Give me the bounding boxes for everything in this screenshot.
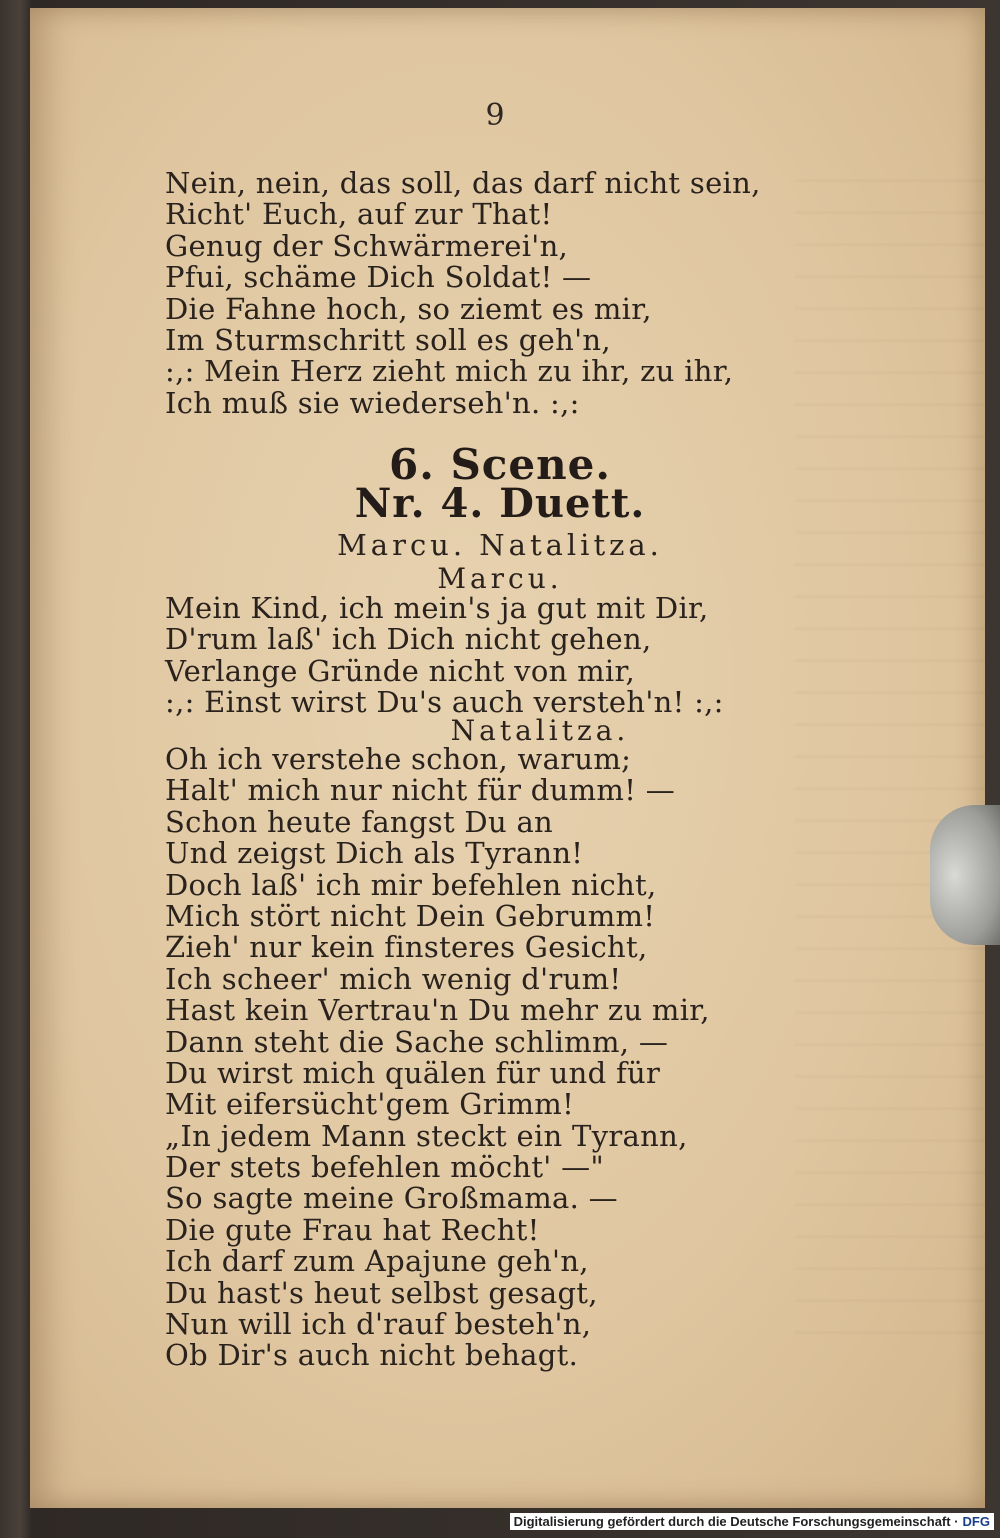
verse-line: Ob Dir's auch nicht behagt. bbox=[165, 1338, 579, 1373]
page-number: 9 bbox=[485, 98, 505, 133]
speaker-natalitza: Natalitza. bbox=[450, 714, 630, 747]
verse-line: Oh ich verstehe schon, warum; bbox=[165, 742, 632, 776]
show-through-text bbox=[795, 163, 985, 1363]
verse-line: :,: Einst wirst Du's auch versteh'n! :,: bbox=[165, 685, 724, 720]
verse-line: „In jedem Mann steckt ein Tyrann, bbox=[165, 1118, 688, 1153]
digitization-credit bbox=[510, 1513, 994, 1530]
stanza-marcu bbox=[165, 593, 724, 719]
verse-line: Mit eifersücht'gem Grimm! bbox=[165, 1087, 575, 1122]
verse-line: Zieh' nur kein finsteres Gesicht, bbox=[165, 930, 648, 965]
verse-line: Nun will ich d'rauf besteh'n, bbox=[165, 1307, 592, 1342]
verse-line: So sagte meine Großmama. — bbox=[165, 1181, 618, 1216]
scene-heading: 6. Scene. bbox=[389, 440, 611, 489]
number-heading: Nr. 4. Duett. bbox=[354, 480, 646, 527]
verse-line: Der stets befehlen möcht' —" bbox=[165, 1150, 605, 1185]
verse-line: Pfui, schäme Dich Soldat! — bbox=[165, 260, 592, 295]
verse-line: Im Sturmschritt soll es geh'n, bbox=[165, 322, 611, 357]
stanza-opening bbox=[165, 168, 761, 419]
dfg-logo: DFG bbox=[962, 1514, 990, 1529]
verse-line: Du wirst mich quälen für und für bbox=[165, 1055, 661, 1090]
verse-line: Halt' mich nur nicht für dumm! — bbox=[165, 773, 675, 808]
verse-line: Ich darf zum Apajune geh'n, bbox=[165, 1244, 589, 1279]
verse-line: Dann steht die Sache schlimm, — bbox=[165, 1024, 669, 1059]
verse-line: Und zeigst Dich als Tyrann! bbox=[165, 836, 584, 871]
verse-line: Du hast's heut selbst gesagt, bbox=[165, 1275, 598, 1310]
verse-line: Ich muß sie wiederseh'n. :,: bbox=[165, 385, 580, 420]
stanza-natalitza bbox=[165, 744, 710, 1372]
verse-line: :,: Mein Herz zieht mich zu ihr, zu ihr, bbox=[165, 354, 734, 389]
speaker-marcu: Marcu. bbox=[437, 562, 563, 595]
verse-line: Mich stört nicht Dein Gebrumm! bbox=[165, 898, 656, 933]
verse-line: Richt' Euch, auf zur That! bbox=[165, 197, 553, 232]
verse-line: Genug der Schwärmerei'n, bbox=[165, 228, 569, 263]
verse-line: Mein Kind, ich mein's ja gut mit Dir, bbox=[165, 591, 709, 625]
verse-line: Nein, nein, das soll, das darf nicht sein, bbox=[165, 166, 761, 200]
verse-line: Schon heute fangst Du an bbox=[165, 804, 554, 839]
verse-line: D'rum laß' ich Dich nicht gehen, bbox=[165, 622, 652, 657]
verse-line: Die gute Frau hat Recht! bbox=[165, 1212, 540, 1247]
verse-line: Verlange Gründe nicht von mir, bbox=[165, 653, 635, 688]
page-tab-marker bbox=[930, 805, 1000, 945]
verse-line: Doch laß' ich mir befehlen nicht, bbox=[165, 867, 657, 902]
verse-line: Ich scheer' mich wenig d'rum! bbox=[165, 961, 622, 996]
credit-text: Digitalisierung gefördert durch die Deutsche Forschungsgemeinschaft · bbox=[513, 1514, 959, 1529]
verse-line: Hast kein Vertrau'n Du mehr zu mir, bbox=[165, 993, 710, 1028]
speaker-list: Marcu. Natalitza. bbox=[337, 528, 663, 562]
verse-line: Die Fahne hoch, so ziemt es mir, bbox=[165, 291, 652, 326]
